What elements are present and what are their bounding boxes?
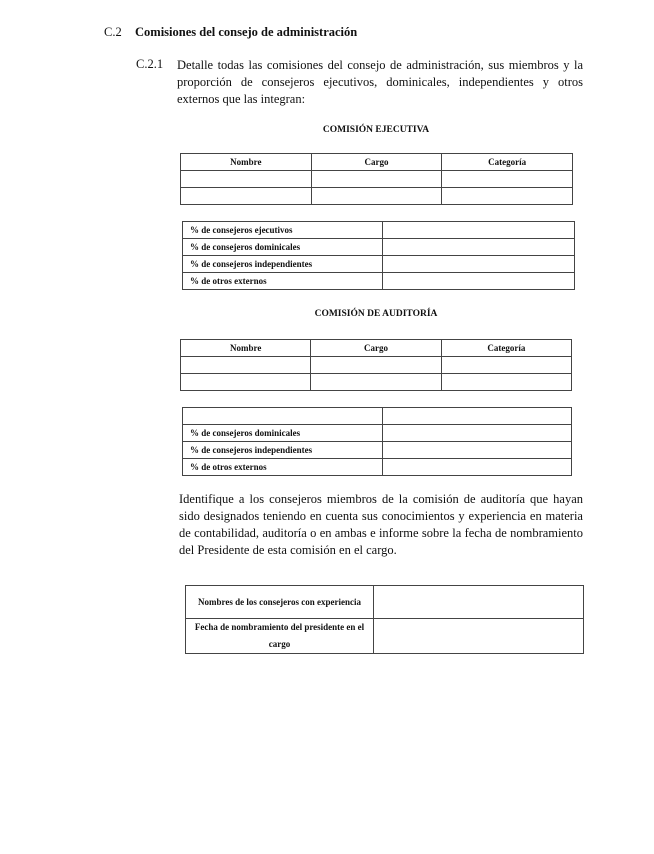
table-row xyxy=(183,425,572,442)
percent-label: % de consejeros independientes xyxy=(183,442,383,459)
percent-value[interactable] xyxy=(383,273,575,290)
percent-value[interactable] xyxy=(383,239,575,256)
percent-label: % de consejeros dominicales xyxy=(183,239,383,256)
president-appointment-value[interactable] xyxy=(374,619,584,654)
executive-percent-table xyxy=(182,221,575,290)
subsection-text: Detalle todas las comisiones del consejo de administración, sus miembros y la proporción de consejeros ejecutivos, dominicales, independientes y otros externos que las integran: xyxy=(177,58,583,106)
cell-input[interactable] xyxy=(181,171,312,188)
cell-input[interactable] xyxy=(311,357,441,374)
experienced-members-label: Nombres de los consejeros con experiencia xyxy=(186,586,374,619)
cell-input[interactable] xyxy=(442,188,573,205)
table-row xyxy=(183,408,572,425)
audit-percent-table xyxy=(182,407,572,476)
table-row xyxy=(183,239,575,256)
header-categoria: Categoría xyxy=(441,340,571,357)
experienced-members-value[interactable] xyxy=(374,586,584,619)
president-appointment-label: Fecha de nombramiento del presidente en el cargo xyxy=(186,619,374,654)
cell-input[interactable] xyxy=(441,374,571,391)
table-row xyxy=(186,586,584,619)
audit-instructions: Identifique a los consejeros miembros de la comisión de auditoría que hayan sido designados teniendo en cuenta sus conocimientos y experiencia en materia de contabilidad, auditoría o en ambas e informe sobre la fecha de nombramiento del Presidente de esta comisión en el cargo. xyxy=(179,492,583,557)
percent-value[interactable] xyxy=(383,425,572,442)
section-number: C.2 xyxy=(104,25,122,39)
cell-input[interactable] xyxy=(181,188,312,205)
table-row xyxy=(183,256,575,273)
percent-value[interactable] xyxy=(383,408,572,425)
percent-value[interactable] xyxy=(383,442,572,459)
table-row xyxy=(181,171,573,188)
percent-value[interactable] xyxy=(383,222,575,239)
table-row xyxy=(181,374,572,391)
percent-label: % de consejeros ejecutivos xyxy=(183,222,383,239)
header-categoria: Categoría xyxy=(442,154,573,171)
cell-input[interactable] xyxy=(441,357,571,374)
cell-input[interactable] xyxy=(442,171,573,188)
percent-value[interactable] xyxy=(383,256,575,273)
table-row xyxy=(181,188,573,205)
section-title: Comisiones del consejo de administración xyxy=(135,25,358,39)
executive-caption: COMISIÓN EJECUTIVA xyxy=(322,125,430,135)
header-nombre: Nombre xyxy=(181,340,311,357)
percent-label xyxy=(183,408,383,425)
audit-caption: COMISIÓN DE AUDITORÍA xyxy=(314,309,438,319)
cell-input[interactable] xyxy=(311,374,441,391)
percent-label: % de otros externos xyxy=(183,459,383,476)
table-row xyxy=(186,619,584,654)
table-row xyxy=(183,273,575,290)
table-row xyxy=(183,459,572,476)
audit-members-table xyxy=(180,339,572,391)
table-row xyxy=(183,222,575,239)
percent-label: % de consejeros independientes xyxy=(183,256,383,273)
header-nombre: Nombre xyxy=(181,154,312,171)
audit-info-table xyxy=(185,585,584,654)
percent-value[interactable] xyxy=(383,459,572,476)
cell-input[interactable] xyxy=(311,171,442,188)
percent-label: % de otros externos xyxy=(183,273,383,290)
percent-label: % de consejeros dominicales xyxy=(183,425,383,442)
header-cargo: Cargo xyxy=(311,154,442,171)
table-row xyxy=(181,357,572,374)
cell-input[interactable] xyxy=(181,357,311,374)
executive-members-table xyxy=(180,153,573,205)
header-cargo: Cargo xyxy=(311,340,441,357)
subsection-number: C.2.1 xyxy=(136,57,164,71)
cell-input[interactable] xyxy=(311,188,442,205)
cell-input[interactable] xyxy=(181,374,311,391)
table-row xyxy=(183,442,572,459)
